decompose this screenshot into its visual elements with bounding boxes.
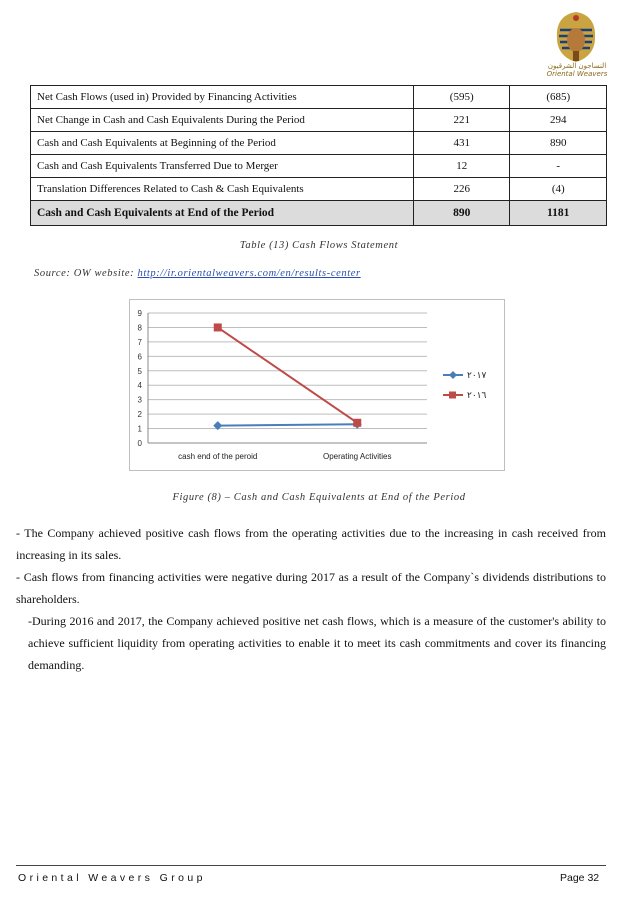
source-link[interactable]: http://ir.orientalweavers.com/en/results-center [137,268,361,279]
value-2017: (595) [413,86,510,109]
value-2017: 890 [413,201,510,226]
row-label: Cash and Cash Equivalents at Beginning of the Period [31,132,414,155]
value-2016: (4) [510,178,607,201]
row-label: Translation Differences Related to Cash & Cash Equivalents [31,178,414,201]
cash-chart [129,299,505,471]
y-tick-label: 2 [137,410,142,420]
source-line [34,268,361,279]
y-tick-label: 3 [137,395,142,405]
value-2016: (685) [510,86,607,109]
row-label: Cash and Cash Equivalents at End of the Period [31,201,414,226]
logo-english: Oriental Weavers [546,70,608,78]
page-number: Page 32 [560,872,600,884]
figure-caption: Figure (8) – Cash and Cash Equivalents at End of the Period [172,492,466,503]
bullet-2: - [16,570,20,584]
y-tick-label: 8 [137,323,142,333]
x-tick-label: Operating Activities [323,452,392,461]
value-2017: 226 [413,178,510,201]
paragraph-2-text: Cash flows from financing activities were negative during 2017 as a result of the Company`s dividends distributions to shareholders. [16,570,607,606]
value-2017: 12 [413,155,510,178]
paragraph-1-text: The Company achieved positive cash flows from the operating activities due to the increasing in cash received from increasing in its sales. [16,526,606,562]
table-row [31,109,607,132]
table-row [31,132,607,155]
bullet-1: - [16,526,20,540]
y-tick-label: 9 [137,309,142,318]
legend-marker [449,392,456,399]
row-label: Net Cash Flows (used in) Provided by Financing Activities [31,86,414,109]
value-2017: 431 [413,132,510,155]
table-caption: Table (13) Cash Flows Statement [239,240,399,251]
source-prefix: Source: OW website: [34,268,138,279]
footer-company: Oriental Weavers Group [18,872,206,884]
value-2016: 1181 [510,201,607,226]
table-total-row [31,201,607,226]
paragraph-1 [16,522,606,566]
y-tick-label: 5 [137,366,142,376]
chart-svg [130,300,504,470]
y-tick-label: 6 [137,352,142,362]
footer-divider [16,865,606,866]
table-row [31,155,607,178]
row-label: Cash and Cash Equivalents Transferred Due to Merger [31,155,414,178]
series-line [218,424,358,425]
data-point [353,419,361,427]
value-2016: - [510,155,607,178]
table-row [31,86,607,109]
data-point [214,323,222,331]
y-tick-label: 1 [137,424,142,434]
value-2016: 294 [510,109,607,132]
y-tick-label: 7 [137,337,142,347]
value-2016: 890 [510,132,607,155]
x-tick-label: cash end of the peroid [178,452,258,461]
logo-text [538,62,616,78]
y-tick-label: 0 [137,439,142,448]
value-2017: 221 [413,109,510,132]
legend-label: ٢٠١٧ [467,371,487,381]
logo-arabic: النساجون الشرقيون [547,62,607,70]
paragraph-2 [16,566,606,610]
cash-flows-table [30,85,607,226]
legend-marker [449,371,457,379]
y-tick-label: 4 [137,381,142,391]
legend-label: ٢٠١٦ [467,391,487,401]
table-row [31,178,607,201]
row-label: Net Change in Cash and Cash Equivalents During the Period [31,109,414,132]
paragraph-3: -During 2016 and 2017, the Company achieved positive net cash flows, which is a measure of the customer's ability to achieve sufficient liquidity from operating activities to enable it to meet its cash commitments and cover its financing demanding. [28,614,606,672]
